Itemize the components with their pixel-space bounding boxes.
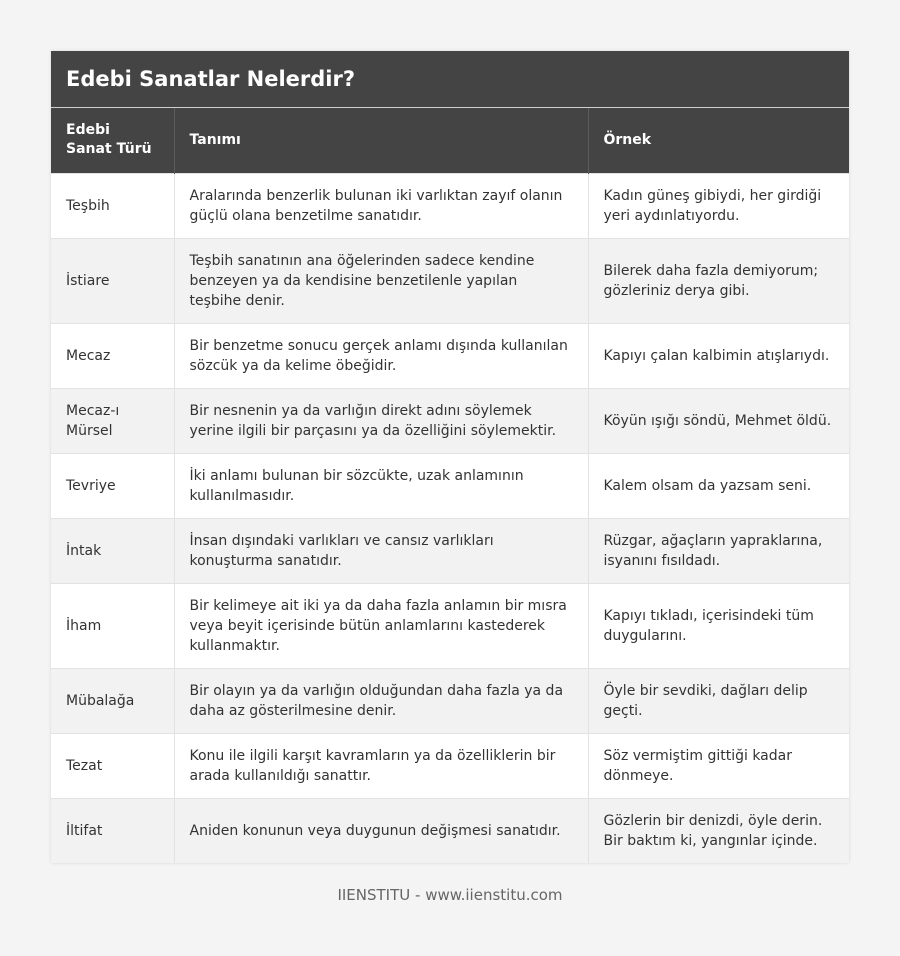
cell-type: Mecaz-ı Mürsel [51, 388, 174, 453]
cell-definition: Konu ile ilgili karşıt kavramların ya da özelliklerin bir arada kullanıldığı sanattır. [174, 733, 588, 798]
column-header-definition: Tanımı [174, 108, 588, 173]
cell-type: İstiare [51, 238, 174, 323]
cell-definition: Bir olayın ya da varlığın olduğundan daha fazla ya da daha az gösterilmesine denir. [174, 668, 588, 733]
column-header-type: Edebi Sanat Türü [51, 108, 174, 173]
column-header-example: Örnek [588, 108, 849, 173]
cell-example: Kapıyı çalan kalbimin atışlarıydı. [588, 323, 849, 388]
cell-definition: Bir benzetme sonucu gerçek anlamı dışında kullanılan sözcük ya da kelime öbeğidir. [174, 323, 588, 388]
cell-example: Kadın güneş gibiydi, her girdiği yeri aydınlatıyordu. [588, 173, 849, 238]
cell-definition: İki anlamı bulunan bir sözcükte, uzak anlamının kullanılmasıdır. [174, 453, 588, 518]
cell-example: Söz vermiştim gittiği kadar dönmeye. [588, 733, 849, 798]
table-row [51, 798, 849, 863]
cell-example: Öyle bir sevdiki, dağları delip geçti. [588, 668, 849, 733]
header-row [51, 108, 849, 173]
cell-example: Gözlerin bir denizdi, öyle derin. Bir baktım ki, yangınlar içinde. [588, 798, 849, 863]
cell-type: Teşbih [51, 173, 174, 238]
cell-definition: Aniden konunun veya duygunun değişmesi sanatıdır. [174, 798, 588, 863]
table-row [51, 453, 849, 518]
table-row [51, 733, 849, 798]
literary-arts-table [51, 108, 849, 863]
cell-type: İltifat [51, 798, 174, 863]
cell-example: Rüzgar, ağaçların yapraklarına, isyanını fısıldadı. [588, 518, 849, 583]
table-row [51, 173, 849, 238]
cell-definition: Teşbih sanatının ana öğelerinden sadece kendine benzeyen ya da kendisine benzetilenle yapılan teşbihe denir. [174, 238, 588, 323]
cell-type: İntak [51, 518, 174, 583]
table-row [51, 238, 849, 323]
table-card [51, 51, 849, 863]
cell-example: Kalem olsam da yazsam seni. [588, 453, 849, 518]
cell-type: İham [51, 583, 174, 668]
cell-type: Mecaz [51, 323, 174, 388]
cell-type: Tevriye [51, 453, 174, 518]
table-row [51, 323, 849, 388]
table-row [51, 668, 849, 733]
cell-example: Köyün ışığı söndü, Mehmet öldü. [588, 388, 849, 453]
table-title: Edebi Sanatlar Nelerdir? [51, 51, 849, 108]
table-row [51, 388, 849, 453]
cell-example: Bilerek daha fazla demiyorum; gözleriniz derya gibi. [588, 238, 849, 323]
cell-example: Kapıyı tıkladı, içerisindeki tüm duygularını. [588, 583, 849, 668]
cell-type: Tezat [51, 733, 174, 798]
cell-type: Mübalağa [51, 668, 174, 733]
table-row [51, 518, 849, 583]
table-row [51, 583, 849, 668]
cell-definition: İnsan dışındaki varlıkları ve cansız varlıkları konuşturma sanatıdır. [174, 518, 588, 583]
cell-definition: Bir kelimeye ait iki ya da daha fazla anlamın bir mısra veya beyit içerisinde bütün anlamlarını kastederek kullanmaktır. [174, 583, 588, 668]
cell-definition: Aralarında benzerlik bulunan iki varlıktan zayıf olanın güçlü olana benzetilme sanatıdır. [174, 173, 588, 238]
cell-definition: Bir nesnenin ya da varlığın direkt adını söylemek yerine ilgili bir parçasını ya da özelliğini söylemektir. [174, 388, 588, 453]
footer-credit: IIENSTITU - www.iienstitu.com [337, 886, 563, 904]
